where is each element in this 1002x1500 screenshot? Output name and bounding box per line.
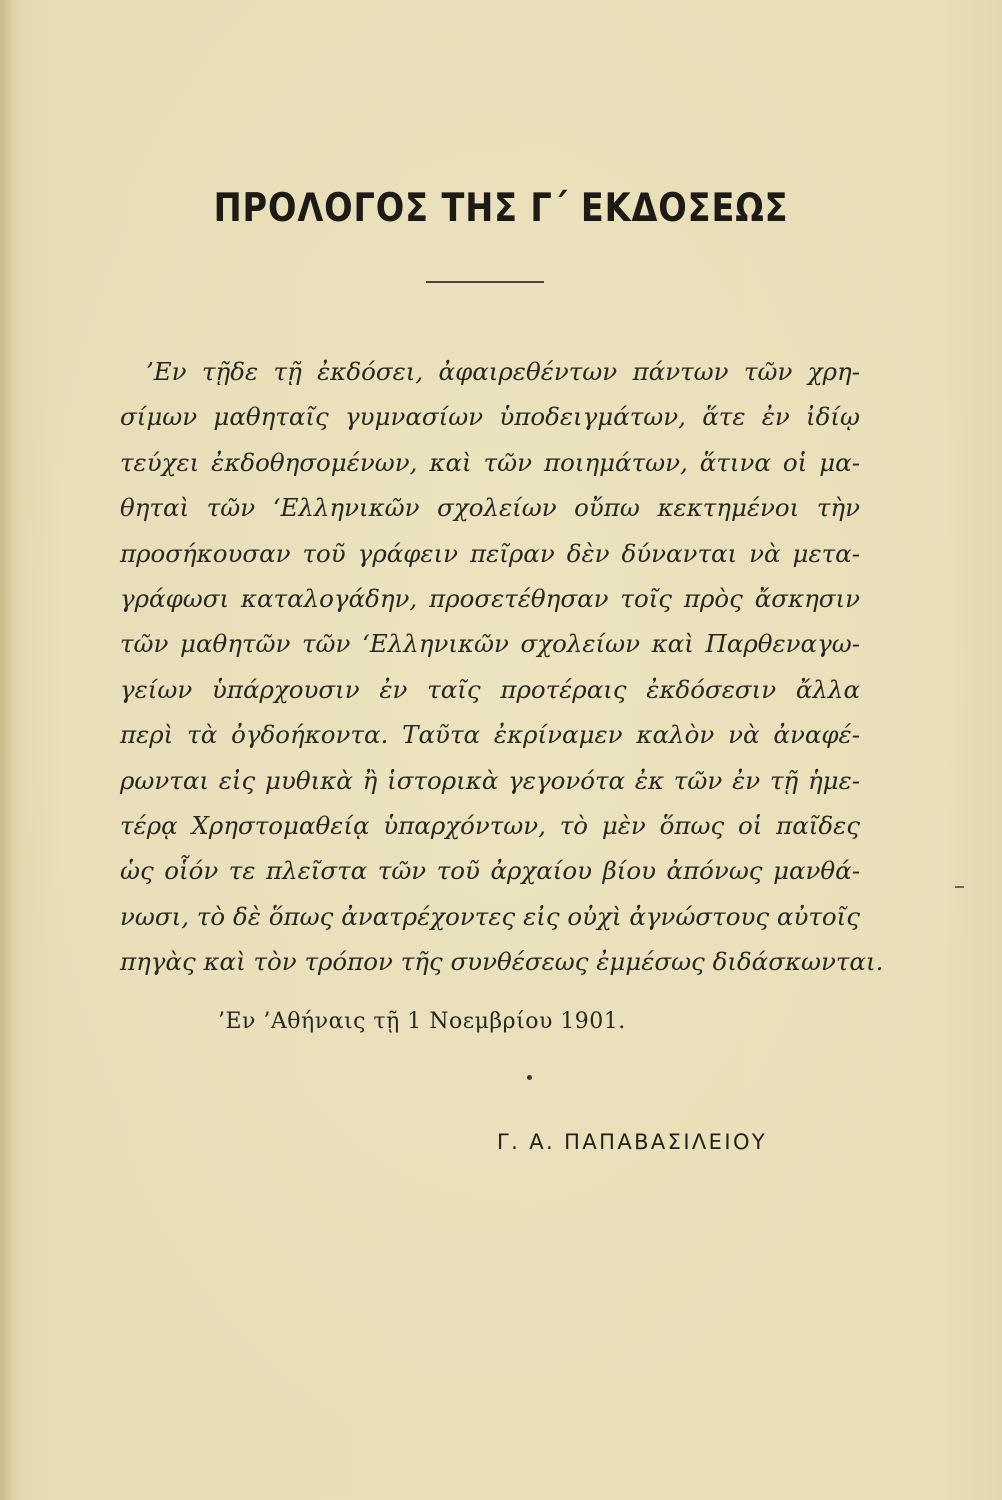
text-line: ὡς οἷόν τε πλεῖστα τῶν τοῦ ἀρχαίου βίου ἀπόνως μανθά- xyxy=(120,856,860,886)
text-line: ’Εν τῇδε τῇ ἐκδόσει, ἀφαιρεθέντων πάντων τῶν χρη- xyxy=(146,357,860,386)
text-line: τέρᾳ Χρηστομαθείᾳ ὑπαρχόντων, τὸ μὲν ὅπως οἱ παῖδες xyxy=(120,810,860,840)
text-line: γείων ὑπάρχουσιν ἐν ταῖς προτέραις ἐκδόσεσιν ἄλλα xyxy=(120,674,860,704)
title-rule-divider xyxy=(426,281,544,283)
text-line: ρωνται εἰς μυθικὰ ἢ ἱστορικὰ γεγονότα ἐκ τῶν ἐν τῇ ἡμε- xyxy=(120,765,860,795)
text-line: τῶν μαθητῶν τῶν ‘Ελληνικῶν σχολείων καὶ Παρθεναγω- xyxy=(120,629,860,659)
text-line: σίμων μαθηταῖς γυμνασίων ὑποδειγμάτων, ἅτε ἐν ἰδίῳ xyxy=(120,402,860,432)
page-title: ΠΡΟΛΟΓΟΣ ΤΗΣ Γ΄ ΕΚΔΟΣΕΩΣ xyxy=(213,186,789,231)
preface-paragraph xyxy=(120,349,884,984)
binding-gutter xyxy=(0,0,14,1500)
margin-mark xyxy=(955,886,964,888)
text-line: νωσι, τὸ δὲ ὅπως ἀνατρέχοντες εἰς οὐχὶ ἀγνώστους αὐτοῖς xyxy=(120,901,860,931)
dateline: ’Εν ’Αθήναις τῇ 1 Νοεμβρίου 1901. xyxy=(218,1009,626,1034)
text-line: πηγὰς καὶ τὸν τρόπον τῆς συνθέσεως ἐμμέσως διδάσκωνται. xyxy=(120,947,884,977)
text-line: θηταὶ τῶν ‘Ελληνικῶν σχολείων οὔπω κεκτημένοι τὴν xyxy=(120,493,860,523)
text-line: περὶ τὰ ὀγδοήκοντα. Ταῦτα ἐκρίναμεν καλὸν νὰ ἀναφέ- xyxy=(120,720,860,750)
text-line: προσήκουσαν τοῦ γράφειν πεῖραν δὲν δύνανται νὰ μετα- xyxy=(120,538,860,568)
text-line: γράφωσι καταλογάδην, προσετέθησαν τοῖς πρὸς ἄσκησιν xyxy=(120,583,860,613)
author-signature: Γ. Α. ΠΑΠΑΒΑΣΙΛΕΙΟΥ xyxy=(497,1130,768,1154)
text-line: τεύχει ἐκδοθησομένων, καὶ τῶν ποιημάτων, ἅτινα οἱ μα- xyxy=(120,447,860,477)
ornament-dot xyxy=(527,1075,532,1080)
